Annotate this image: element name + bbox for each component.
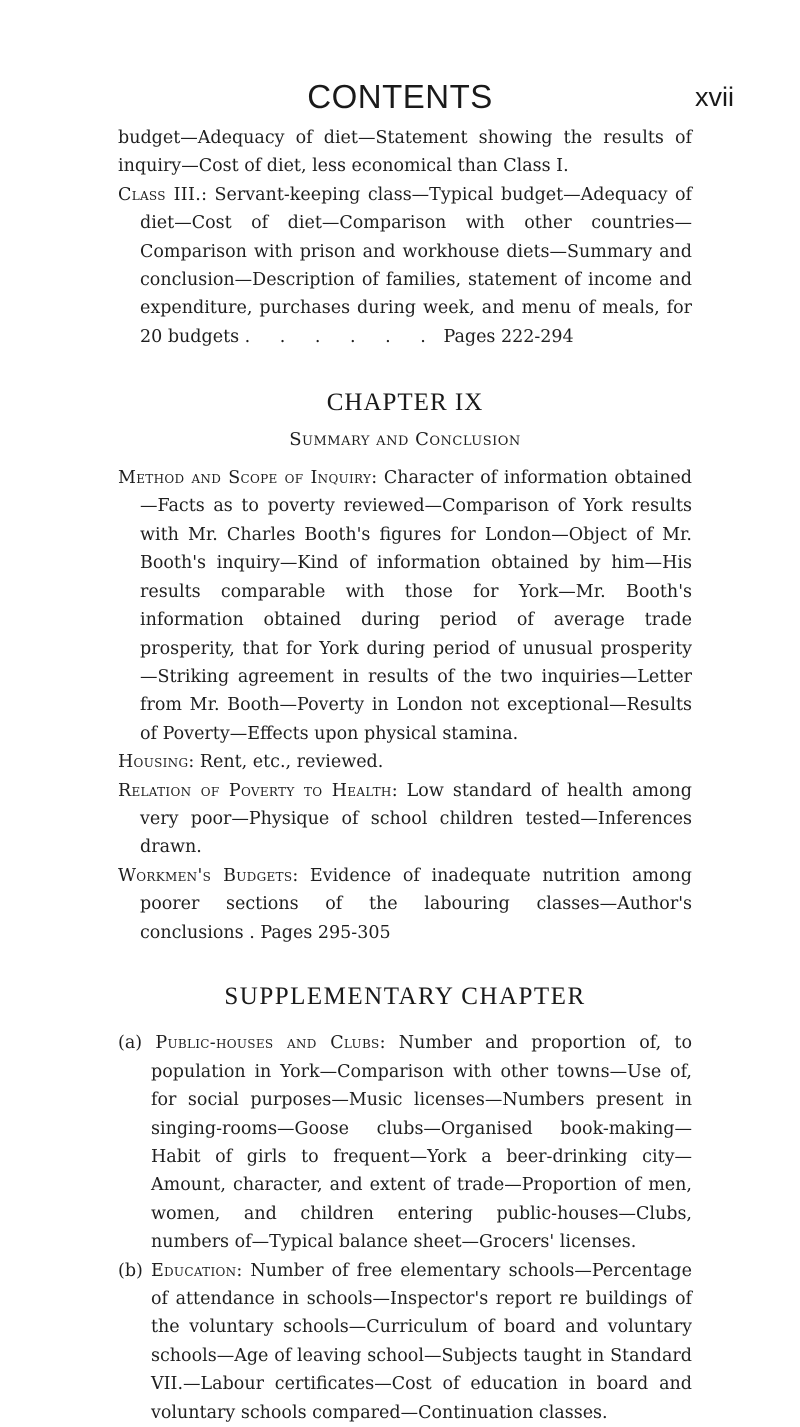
page-number: xvii xyxy=(695,82,734,112)
entry-lead: Education xyxy=(150,1260,237,1281)
entry-lead: Public-houses and Clubs xyxy=(155,1033,380,1054)
chapter-entry xyxy=(118,748,692,776)
page-range: Pages 295-305 xyxy=(260,922,391,943)
entry-text: : Rent, etc., reviewed. xyxy=(188,752,384,773)
entry-lead: Class III. xyxy=(118,184,202,205)
supplementary-entry xyxy=(118,1029,692,1256)
entry-lead: Relation of Poverty to Health xyxy=(118,780,392,801)
entry-text: : Character of information obtained—Facts as to poverty reviewed—Comparison of York results with Mr. Charles Booth's figures for London—Object of Mr. Booth's inquiry—Kind of information obtained by him—His results comparable with those for York—Mr. Booth's information obtained during period of average trade prosperity, that for York during period of unusual prosperity—Striking agreement in results of the two inquiries—Letter from Mr. Booth—Poverty in London not exceptional—Results of Poverty—Effects upon physical stamina. xyxy=(140,468,692,744)
supplementary-entry xyxy=(118,1257,692,1427)
entry-label: (b) xyxy=(118,1260,143,1281)
page-header xyxy=(0,78,800,118)
entry-text: : Servant-keeping class—Typical budget—Adequacy of diet—Cost of diet—Comparison with other countries—Comparison with prison and workhouse diets—Summary and conclusion—Description of families, statement of income and expenditure, purchases during week, and menu of meals, for 20 budgets xyxy=(140,184,692,347)
chapter-entry xyxy=(118,862,692,947)
page-range: Pages 222-294 xyxy=(443,326,574,347)
entry-lead: Workmen's Budgets xyxy=(118,865,293,886)
chapter-entry xyxy=(118,777,692,862)
entry-text: : Number of free elementary schools—Percentage of attendance in schools—Inspector's report re buildings of the voluntary schools—Curriculum of board and voluntary schools—Age of leaving school—Subjects taught in Standard VII.—Labour certificates—Cost of education in board and voluntary schools compared—Continuation classes. xyxy=(151,1260,692,1423)
chapter-entry xyxy=(118,464,692,748)
supplementary-heading: SUPPLEMENTARY CHAPTER xyxy=(224,982,586,1010)
leader-dots: . . . . . . xyxy=(244,326,438,347)
class-three-entry xyxy=(118,181,692,351)
entry-lead: Housing xyxy=(118,752,189,773)
entry-text: : Evidence of inadequate nutrition among poorer sections of the labouring classes—Author's conclusions . xyxy=(140,865,692,943)
chapter-heading: CHAPTER IX xyxy=(326,389,484,417)
entry-text: : Number and proportion of, to population in York—Comparison with other towns—Use of, for social purposes—Music licenses—Numbers present in singing-rooms—Goose clubs—Organised book-making—Habit of girls to frequent—York a beer-drinking city—Amount, character, and extent of trade—Proportion of men, women, and children entering public-houses—Clubs, numbers of—Typical balance sheet—Grocers' licenses. xyxy=(151,1033,693,1253)
running-title: CONTENTS xyxy=(307,78,493,115)
contents-body xyxy=(118,124,692,1427)
entry-lead: Method and Scope of Inquiry xyxy=(118,468,372,489)
entry-text: : Low standard of health among very poor—Physique of school children tested—Inferences drawn. xyxy=(140,780,692,858)
continuation-paragraph: budget—Adequacy of diet—Statement showing the results of inquiry—Cost of diet, less economical than Class I. xyxy=(118,128,692,177)
entry-label: (a) xyxy=(118,1033,143,1054)
chapter-subtitle: Summary and Conclusion xyxy=(289,428,521,450)
